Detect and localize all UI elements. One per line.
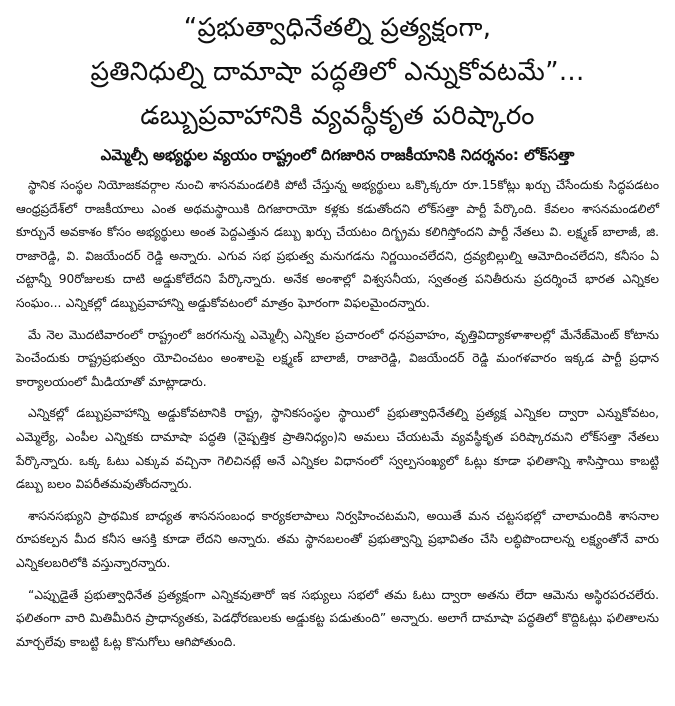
article-paragraph-5: “ఎప్పుడైతే ప్రభుత్వాధినేత ప్రత్యక్షంగా ఎన్నికవుతారో ఇక సభ్యులు సభలో తమ ఓటు ద్వారా అతను లేదా ఆమెను అస్థిరపరచలేరు. ఫలితంగా వారి మితిమీరిన ప్రాధాన్యతకు, పెడధోరణులకు అడ్డుకట్ట పడుతుంది” అన్నారు. అలాగే దామాషా పద్ధతిలో కొద్దిఓట్లు ఫలితాలను మార్చలేవు కాబట్టి ఓట్ల కొనుగోలు ఆగిపోతుంది.	[16, 587, 659, 649]
article-subheadline: ఎమ్మెల్సీ అభ్యర్థుల వ్యయం రాష్ట్రంలో దిగజారిన రాజకీయానికి నిదర్శనం: లోక్‌సత్తా	[100, 146, 575, 164]
article-paragraph-2: మే నెల మొదటివారంలో రాష్ట్రంలో జరగనున్న ఎమ్మెల్సీ ఎన్నికల ప్రచారంలో ధనప్రవాహం, వృత్తివిద్యాకళాశాలల్లో మేనేజ్‌మెంట్ కోటాను పెంచేందుకు రాష్ట్రప్రభుత్వం యోచించటం అంశాలపై లక్ష్మణ్ బాలాజీ, రాజారెడ్డి, విజయేందర్ రెడ్డి మంగళవారం ఇక్కడ పార్టీ ప్రధాన కార్యాలయంలో మీడియాతో మాట్లాడారు.	[16, 327, 659, 389]
article-headline	[16, 6, 659, 138]
headline-line-2: ప్రతినిధుల్ని దామాషా పద్ధతిలో ఎన్నుకోవటమే”...	[90, 57, 585, 87]
headline-line-1: “ప్రభుత్వాధినేతల్ని ప్రత్యక్షంగా,	[183, 13, 492, 43]
headline-line-3: డబ్బుప్రవాహానికి వ్యవస్థీకృత పరిష్కారం	[140, 101, 535, 131]
article-paragraph-4: శాసనసభ్యుని ప్రాథమిక బాధ్యత శాసనసంబంధ కార్యకలాపాలు నిర్వహించటమని, అయితే మన చట్టసభల్లో చాలామందికి శాసనాల రూపకల్పన మీద కనీస ఆసక్తి కూడా లేదని అన్నారు. తమ స్థానబలంతో ప్రభుత్వాన్ని ప్రభావితం చేసి లబ్ధిపొందాలన్న లక్ష్యంతోనే వారు ఎన్నికలబరిలోకి వస్తున్నారన్నారు.	[16, 508, 659, 570]
article-paragraph-1: స్థానిక సంస్థల నియోజకవర్గాల నుంచి శాసనమండలికి పోటీ చేస్తున్న అభ్యర్థులు ఒక్కొక్కరూ రూ.15కోట్లు ఖర్చు చేసేందుకు సిద్ధపడటం ఆంధ్రప్రదేశ్‌లో రాజకీయాలు ఎంత అథమస్థాయికి దిగజారాయో కళ్లకు కడుతోందని లోక్‌సత్తా పార్టీ పేర్కొంది. కేవలం శాసనమండలిలో కూర్చునే అవకాశం కోసం అభ్యర్థులు అంత పెద్దఎత్తున డబ్బు ఖర్చు చేయటం దిగ్భ్రమ కలిగిస్తోందని పార్టీ నేతలు వి. లక్ష్మణ్ బాలాజీ, జి. రాజారెడ్డి, వి. విజయేందర్ రెడ్డి అన్నారు. ఎగువ సభ ప్రభుత్వ మనుగడను నిర్ణయించలేదని, ద్రవ్యబిల్లుల్ని ఆమోదించలేదని, కనీసం ఏ చట్టాన్నీ 90రోజులకు దాటి అడ్డుకోలేదని పేర్కొన్నారు. అనేక అంశాల్లో విశ్వసనీయ, స్వతంత్ర పనితీరును ప్రదర్శించే భారత ఎన్నికల సంఘం... ఎన్నికల్లో డబ్బుప్రవాహాన్ని అడ్డుకోవటంలో మాత్రం ఘోరంగా విఫలమైందన్నారు.	[16, 178, 659, 310]
article-paragraph-3: ఎన్నికల్లో డబ్బుప్రవాహాన్ని అడ్డుకోవటానికి రాష్ట్ర, స్థానికసంస్థల స్థాయిలో ప్రభుత్వాధినేతల్ని ప్రత్యక్ష ఎన్నికల ద్వారా ఎన్నుకోవటం, ఎమ్మెల్యే, ఎంపీల ఎన్నికకు దామాషా పద్ధతి (నైష్పత్తిక ప్రాతినిధ్యం)ని అమలు చేయటమే వ్యవస్థీకృత పరిష్కారమని లోక్‌సత్తా నేతలు పేర్కొన్నారు. ఒక్క ఓటు ఎక్కువ వచ్చినా గెలిచినట్లే అనే ఎన్నికల విధానంలో స్వల్పసంఖ్యలో ఓట్లు కూడా ఫలితాన్ని శాసిస్తాయి కాబట్టి డబ్బు బలం విపరీతమవుతోందన్నారు.	[16, 406, 659, 492]
